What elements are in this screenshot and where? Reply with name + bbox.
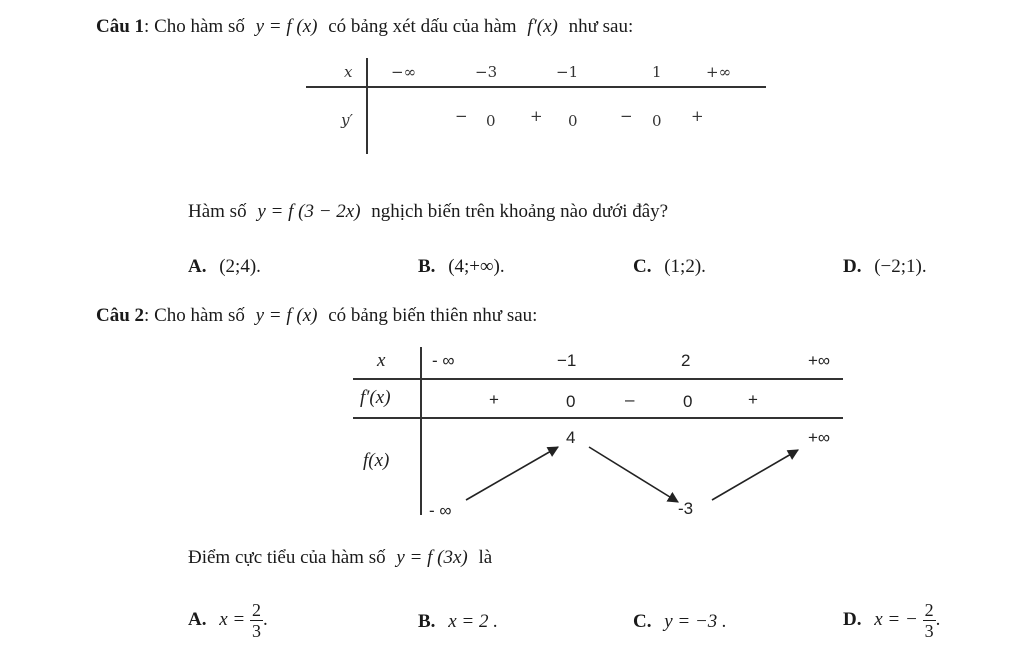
q1-end: như sau: xyxy=(568,16,634,37)
q1-intro: : Cho hàm số xyxy=(144,16,245,37)
answer-value: (2;4). xyxy=(219,256,261,277)
answer-value: y = −3 . xyxy=(664,611,727,632)
q1-x-value: 1 xyxy=(652,63,662,81)
fraction-numerator: 2 xyxy=(924,600,934,620)
q1-x-value: +∞ xyxy=(706,63,732,81)
q1-mid: có bảng xét dấu của hàm xyxy=(328,16,517,37)
fraction-denominator: 3 xyxy=(924,621,934,641)
q2-question-post: là xyxy=(478,547,493,568)
answer-value: x = 2 . xyxy=(448,611,498,632)
q1-question-eq: y = f (3 − 2x) xyxy=(257,201,361,222)
q1-deriv: f′(x) xyxy=(527,16,558,37)
q2-row-head-fprime: f′(x) xyxy=(360,387,391,408)
answer-pre: x = xyxy=(219,608,246,630)
arrow-down xyxy=(589,447,678,502)
q2-answer-b xyxy=(418,611,498,633)
q1-sign: + xyxy=(691,107,704,125)
q2-sign: + xyxy=(489,390,499,409)
fraction-denominator: 3 xyxy=(252,621,261,641)
q1-x-value: −3 xyxy=(475,63,498,81)
q1-question-post: nghịch biến trên khoảng nào dưới đây? xyxy=(371,201,669,222)
q1-sign: − xyxy=(620,107,633,125)
q2-x-value: 2 xyxy=(681,351,691,370)
q1-label: Câu 1 xyxy=(96,16,145,37)
q2-question xyxy=(188,547,492,569)
q2-sign: 0 xyxy=(683,392,693,411)
answer-letter: B. xyxy=(418,611,436,632)
q2-sign: – xyxy=(625,390,635,409)
fraction-numerator: 2 xyxy=(252,600,261,620)
q2-answer-c xyxy=(633,611,727,633)
answer-pre: x = − xyxy=(874,608,918,630)
answer-letter: A. xyxy=(188,608,207,630)
q1-sign: 0 xyxy=(568,112,578,130)
arrow-up-1 xyxy=(466,447,558,500)
q1-sign: 0 xyxy=(486,112,496,130)
q1-sign: 0 xyxy=(652,112,662,130)
q2-end: có bảng biến thiên như sau: xyxy=(328,305,538,326)
q2-sign: + xyxy=(748,390,758,409)
answer-value: (1;2). xyxy=(664,256,706,277)
arrow-up-2 xyxy=(712,450,798,500)
answer-post: . xyxy=(263,608,268,630)
q2-intro: : Cho hàm số xyxy=(144,305,245,326)
q2-x-value: - ∞ xyxy=(432,351,455,370)
q2-f-value: 4 xyxy=(566,428,576,447)
q2-eq: y = f (x) xyxy=(255,305,318,326)
q2-question-eq: y = f (3x) xyxy=(396,547,468,568)
answer-letter: C. xyxy=(633,256,652,277)
answer-letter: D. xyxy=(843,256,862,277)
q2-sign: 0 xyxy=(566,392,576,411)
q2-row-head-f: f(x) xyxy=(363,450,390,471)
q2-x-value: −1 xyxy=(557,351,577,370)
q1-sign: − xyxy=(455,107,468,125)
q2-f-value: +∞ xyxy=(808,428,831,447)
q2-label: Câu 2 xyxy=(96,305,145,326)
q1-x-value: −∞ xyxy=(391,63,417,81)
answer-letter: D. xyxy=(843,608,862,630)
q1-x-value: −1 xyxy=(556,63,579,81)
answer-letter: A. xyxy=(188,256,207,277)
q2-answer-a xyxy=(188,600,268,641)
q1-row-head-y: y′ xyxy=(341,111,353,129)
q2-x-value: +∞ xyxy=(808,351,831,370)
q1-sign: + xyxy=(530,107,543,125)
answer-fraction xyxy=(923,600,936,641)
q2-answer-d xyxy=(843,600,940,641)
q1-question-pre: Hàm số xyxy=(188,201,247,222)
answer-fraction xyxy=(250,600,263,641)
q2-f-value: -3 xyxy=(678,499,694,518)
answer-post: . xyxy=(935,608,941,630)
answer-value: (−2;1). xyxy=(874,256,927,277)
q2-row-head-x: x xyxy=(377,350,386,371)
q2-question-pre: Điểm cực tiểu của hàm số xyxy=(188,547,386,568)
answer-letter: C. xyxy=(633,611,652,632)
q2-f-value: - ∞ xyxy=(429,501,452,520)
q1-row-head-x: x xyxy=(344,63,353,81)
answer-letter: B. xyxy=(418,256,436,277)
answer-value: (4;+∞). xyxy=(448,256,505,277)
q1-eq: y = f (x) xyxy=(255,16,318,37)
